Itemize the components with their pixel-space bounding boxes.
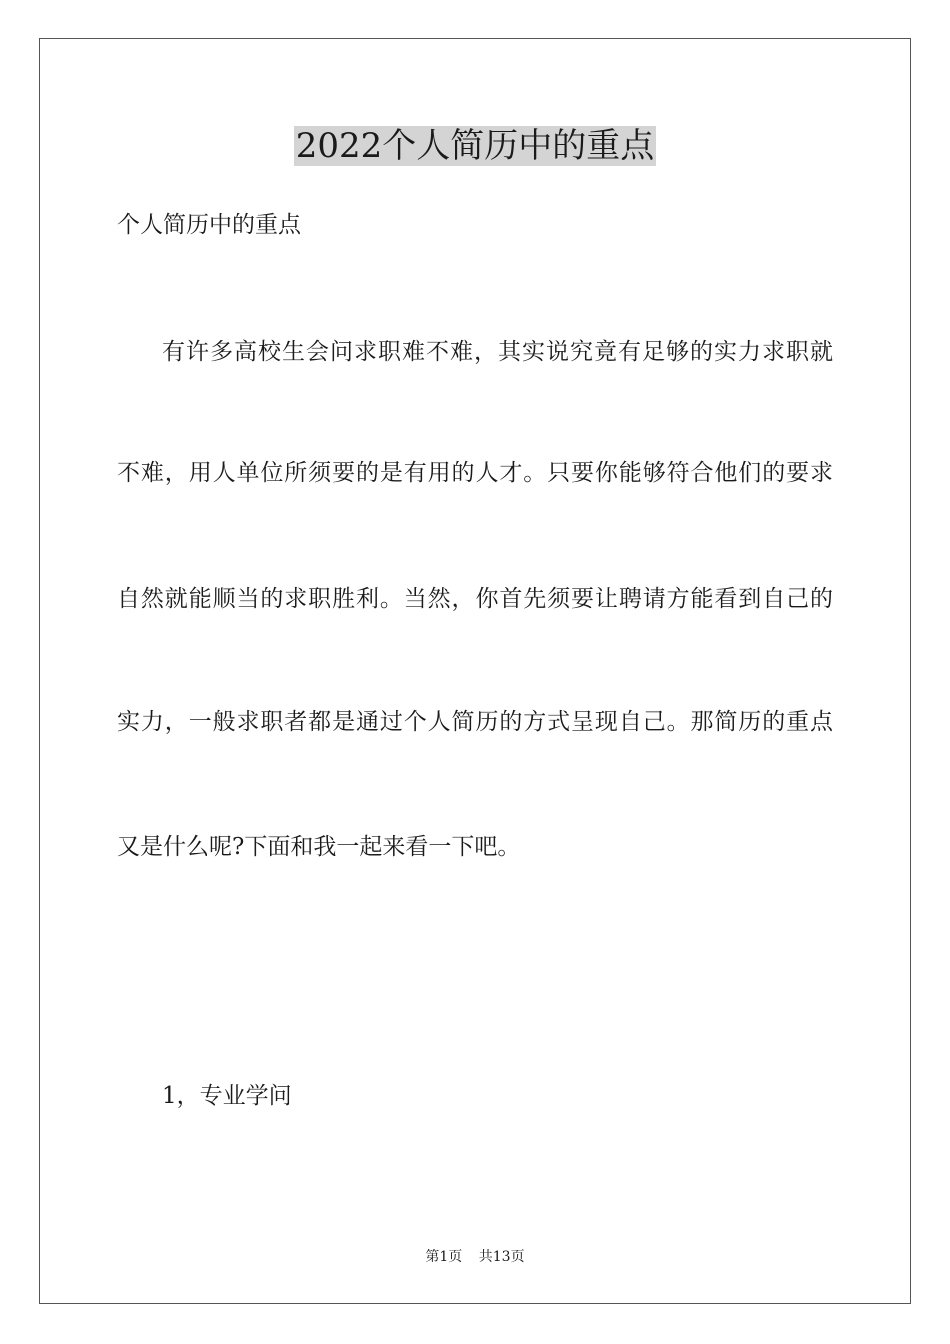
paragraph-line: 又是什么呢?下面和我一起来看一下吧。 — [117, 834, 521, 860]
page-total: 共13页 — [478, 1249, 525, 1265]
paragraph-line: 自然就能顺当的求职胜利。当然，你首先须要让聘请方能看到自己的 — [117, 586, 833, 612]
paragraph-line: 不难，用人单位所须要的是有用的人才。只要你能够符合他们的要求 — [117, 460, 833, 486]
page-footer — [0, 1248, 950, 1266]
document-title-text: 2022个人简历中的重点 — [295, 126, 655, 166]
section-heading: 1，专业学问 — [162, 1083, 292, 1109]
page-number: 第1页 — [425, 1249, 463, 1265]
document-subtitle: 个人简历中的重点 — [117, 212, 301, 238]
paragraph-line: 实力，一般求职者都是通过个人简历的方式呈现自己。那简历的重点 — [117, 709, 833, 735]
paragraph-line: 有许多高校生会问求职难不难，其实说究竟有足够的实力求职就 — [162, 339, 833, 365]
document-title — [0, 124, 950, 168]
